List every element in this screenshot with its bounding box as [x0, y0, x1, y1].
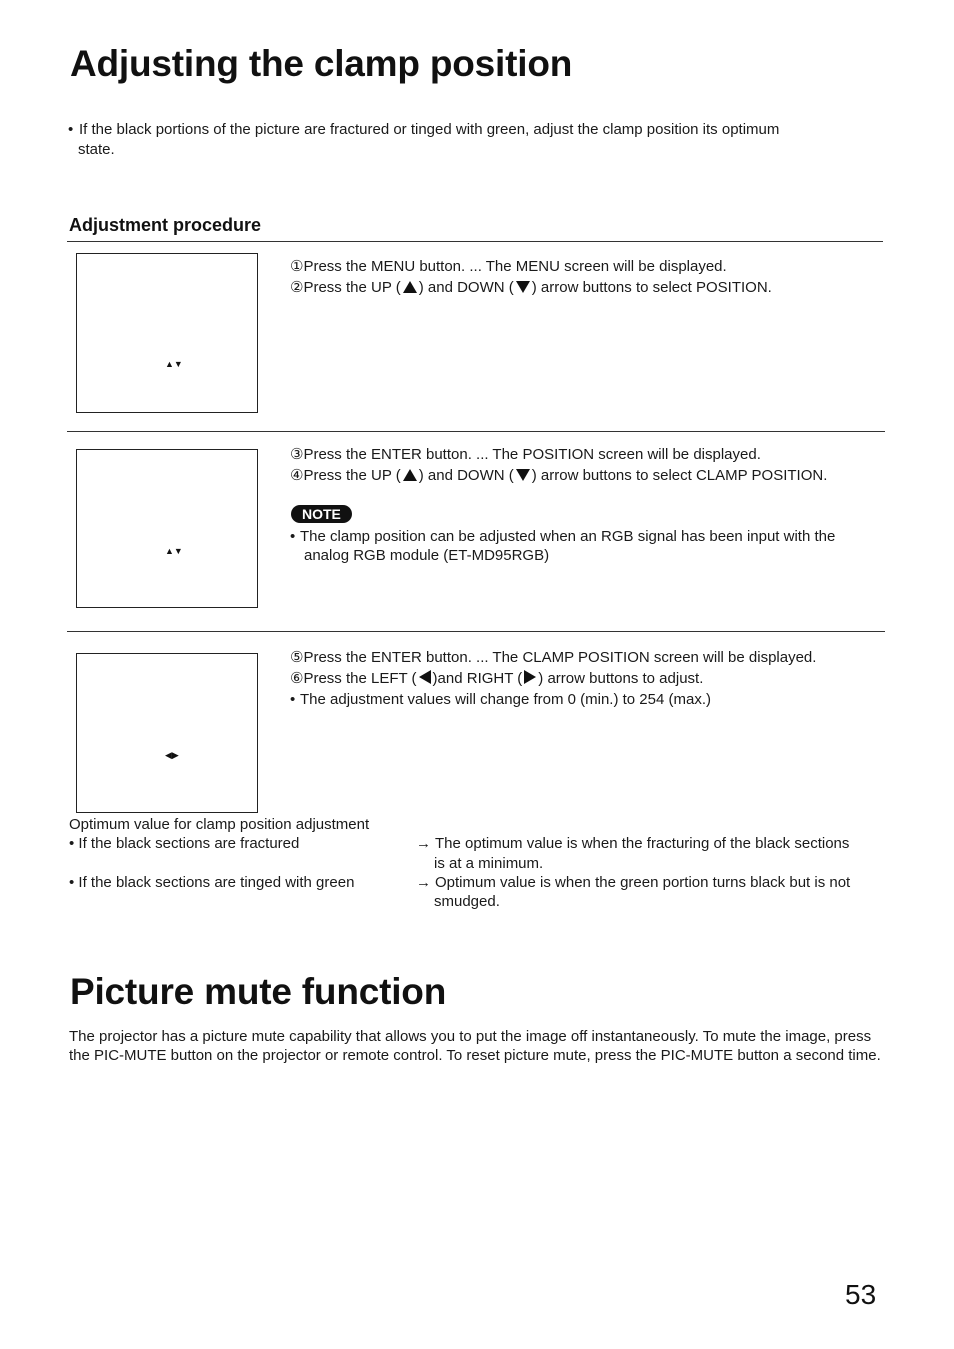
- range-bullet: •: [290, 691, 296, 708]
- step-2-number: ②: [290, 279, 304, 296]
- step-6-number: ⑥: [290, 670, 304, 687]
- up-down-arrows-icon: ▲▼: [165, 359, 183, 369]
- down-triangle-icon: [516, 281, 530, 293]
- step-6: [290, 669, 703, 689]
- clamp-position-screen-illustration: [76, 653, 258, 813]
- up-down-arrows-icon: ▲▼: [165, 546, 183, 556]
- position-screen-illustration: [76, 449, 258, 608]
- left-right-arrows-icon: ◀▶: [165, 750, 179, 760]
- note-bullet: •: [290, 528, 296, 545]
- step-4-text-b: ) and DOWN (: [418, 467, 514, 484]
- step-6-text-c: ) arrow buttons to adjust.: [538, 670, 704, 687]
- step-3-text: Press the ENTER button. ... The POSITION screen will be displayed.: [303, 446, 761, 463]
- intro-line-2: state.: [78, 141, 115, 158]
- step-4: [290, 466, 827, 486]
- procedure-divider: [67, 241, 883, 242]
- up-triangle-icon: [403, 469, 417, 481]
- page-title: Adjusting the clamp position: [70, 43, 573, 84]
- step-4-number: ④: [290, 467, 304, 484]
- green-label: • If the black sections are tinged with green: [69, 874, 355, 891]
- note-badge: NOTE: [291, 505, 352, 523]
- right-triangle-icon: [524, 670, 536, 684]
- step-5-number: ⑤: [290, 649, 304, 666]
- step-3: [290, 445, 761, 465]
- step-2-text-b: ) and DOWN (: [418, 279, 514, 296]
- step-3-number: ③: [290, 446, 304, 463]
- down-triangle-icon: [516, 469, 530, 481]
- step-6-text-a: Press the LEFT (: [303, 670, 417, 687]
- step-5-text: Press the ENTER button. ... The CLAMP POSITION screen will be displayed.: [303, 649, 817, 666]
- intro-bullet: •: [68, 121, 74, 138]
- step-1-number: ①: [290, 258, 304, 275]
- note-line-2: analog RGB module (ET-MD95RGB): [304, 547, 550, 564]
- fractured-label: • If the black sections are fractured: [69, 835, 300, 852]
- procedure-heading: Adjustment procedure: [69, 215, 262, 235]
- step-5: [290, 648, 816, 668]
- section-title-picture-mute: Picture mute function: [70, 971, 447, 1012]
- up-triangle-icon: [403, 281, 417, 293]
- fractured-arrow: →: [416, 835, 431, 852]
- block-divider-2: [67, 631, 885, 632]
- step-6-text-b: )and RIGHT (: [432, 670, 523, 687]
- fractured-line-2: is at a minimum.: [434, 855, 544, 872]
- page-number: 53: [845, 1279, 877, 1310]
- note-line-1: The clamp position can be adjusted when an RGB signal has been input with the: [300, 528, 836, 545]
- step-2-text-c: ) arrow buttons to select POSITION.: [531, 279, 772, 296]
- left-triangle-icon: [419, 670, 431, 684]
- green-line-1: Optimum value is when the green portion turns black but is not: [435, 874, 851, 891]
- range-text: The adjustment values will change from 0 (min.) to 254 (max.): [300, 691, 711, 708]
- green-line-2: smudged.: [434, 893, 500, 910]
- fractured-line-1: The optimum value is when the fracturing of the black sections: [435, 835, 850, 852]
- menu-screen-illustration: [76, 253, 258, 413]
- step-4-text-c: ) arrow buttons to select CLAMP POSITION.: [531, 467, 828, 484]
- step-2-text-a: Press the UP (: [303, 279, 401, 296]
- optimum-heading: Optimum value for clamp position adjustment: [69, 816, 370, 833]
- step-1: [290, 257, 727, 277]
- picture-mute-paragraph: The projector has a picture mute capability that allows you to put the image off instantaneously. To mute the image, press the PIC-MUTE button on the projector or remote control. To reset picture mute, press the PIC-MUTE button a second time.: [69, 1028, 881, 1064]
- step-1-text: Press the MENU button. ... The MENU screen will be displayed.: [303, 258, 727, 275]
- step-4-text-a: Press the UP (: [303, 467, 401, 484]
- green-arrow: →: [416, 874, 431, 891]
- block-divider-1: [67, 431, 885, 432]
- intro-line-1: If the black portions of the picture are fractured or tinged with green, adjust the clamp position its optimum: [79, 121, 780, 138]
- step-2: [290, 278, 772, 298]
